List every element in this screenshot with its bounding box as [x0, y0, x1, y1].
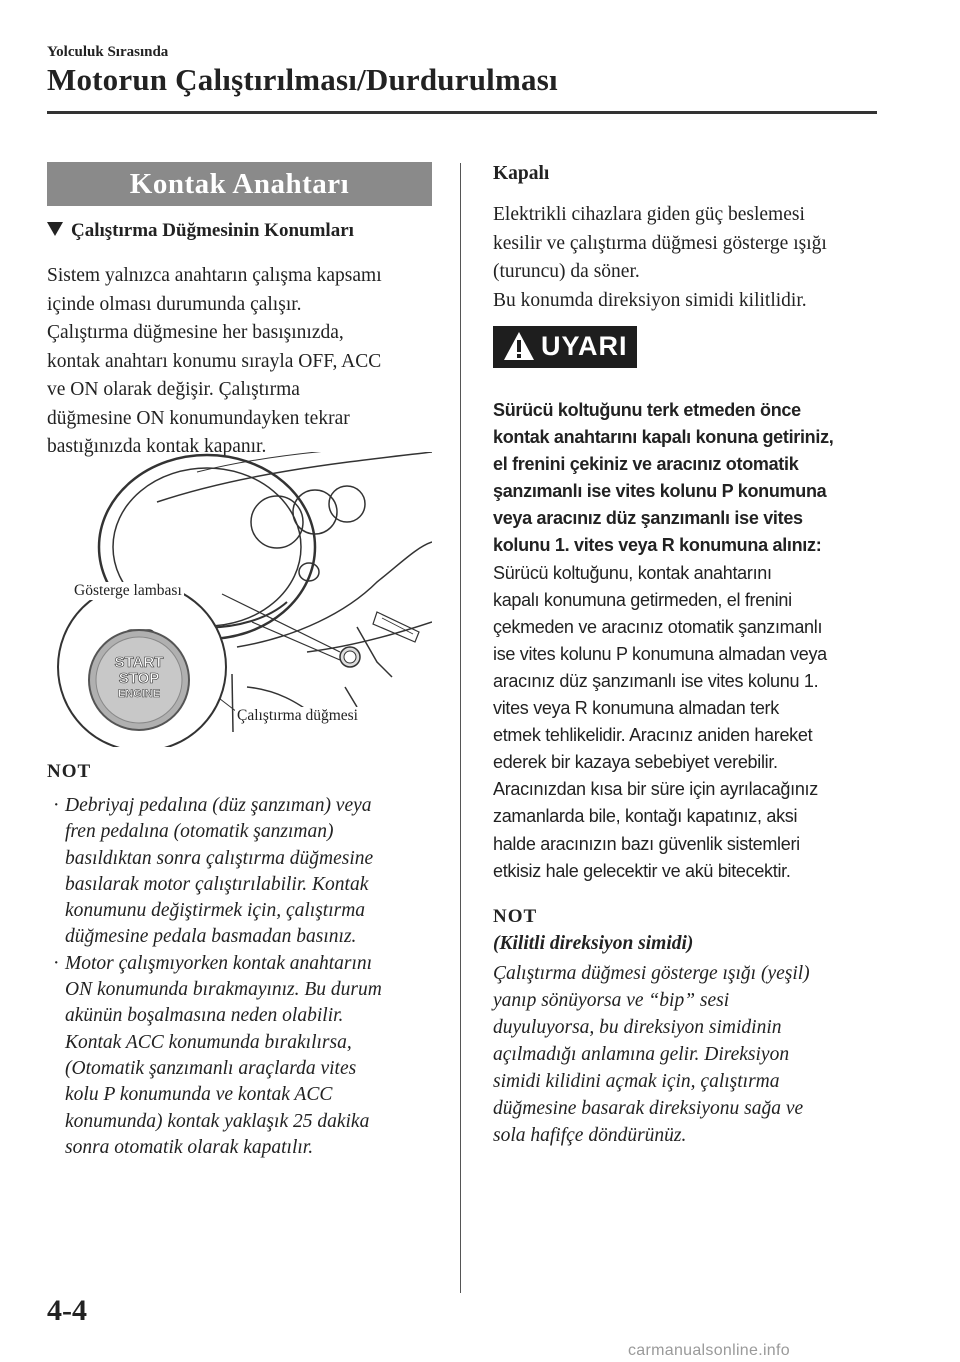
chapter-label: Yolculuk Sırasında	[47, 44, 169, 60]
note-line: sonra otomatik olarak kapatılır.	[65, 1136, 314, 1158]
warning-text	[493, 397, 893, 885]
column-divider	[460, 163, 461, 1293]
title-divider	[47, 111, 877, 114]
warning-badge	[493, 326, 637, 368]
warning-bold-line: veya aracınız düz şanzımanlı ise vites	[493, 508, 803, 529]
subsection-heading	[47, 220, 354, 242]
warning-line: kapalı konumuna getirmeden, el frenini	[493, 589, 792, 610]
warning-line: etkisiz hale gelecektir ve akü bitecektir.	[493, 860, 791, 881]
note-line: basılarak motor çalıştırılabilir. Kontak	[65, 873, 369, 895]
warning-line: ise vites kolunu P konumuna almadan veya	[493, 643, 827, 664]
start-button-label: Çalıştırma düğmesi	[237, 707, 358, 724]
warning-badge-label: UYARI	[541, 331, 628, 361]
note-heading: NOT	[493, 906, 538, 927]
intro-line: kontak anahtarı konumu sırayla OFF, ACC	[47, 350, 382, 372]
list-item	[47, 951, 442, 1161]
triangle-down-icon	[47, 222, 63, 236]
warning-bold-line: Sürücü koltuğunu terk etmeden önce	[493, 400, 801, 420]
note-paragraph	[493, 960, 893, 1149]
note-line: kolu P konumunda ve kontak ACC	[65, 1084, 333, 1106]
note-heading: NOT	[47, 761, 92, 782]
note-subheading: (Kilitli direksiyon simidi)	[493, 933, 694, 954]
note-line: Debriyaj pedalına (düz şanzıman) veya	[65, 795, 372, 816]
section-banner: Kontak Anahtarı	[47, 162, 432, 206]
warning-bold-line: el frenini çekiniz ve aracınız otomatik	[493, 454, 799, 475]
note-line: düğmesine basarak direksiyonu sağa ve	[493, 1098, 804, 1119]
warning-line: zamanlarda bile, kontağı kapatınız, aksi	[493, 806, 798, 827]
kapali-line: kesilir ve çalıştırma düğmesi gösterge ışığı	[493, 232, 827, 254]
kapali-heading: Kapalı	[493, 163, 550, 184]
warning-line: etmek tehlikelidir. Aracınız aniden hareket	[493, 725, 813, 746]
button-text-start: START	[114, 654, 164, 671]
note-line: akünün boşalmasına neden olabilir.	[65, 1005, 344, 1027]
watermark-link[interactable]: carmanualsonline.info	[628, 1342, 790, 1359]
note-line: Motor çalışmıyorken kontak anahtarını	[65, 952, 373, 974]
note-line: duyuluyorsa, bu direksiyon simidinin	[493, 1017, 782, 1038]
note-line: ON konumunda bırakmayınız. Bu durum	[65, 979, 382, 1001]
warning-bold-line: kontak anahtarını kapalı konuna getiriniz,	[493, 427, 834, 448]
button-text-stop: STOP	[118, 670, 160, 687]
warning-line: vites veya R konumuna almadan terk	[493, 698, 779, 719]
bullet-icon: ·	[53, 952, 60, 974]
bullet-icon: ·	[53, 795, 60, 816]
note-line: simidi kilidini açmak için, çalıştırma	[493, 1071, 780, 1092]
kapali-line: Bu konumda direksiyon simidi kilitlidir.	[493, 289, 807, 311]
warning-bold-line: şanzımanlı ise vites kolunu P konumuna	[493, 481, 827, 502]
warning-line: ederek bir kazaya sebebiyet verebilir.	[493, 752, 778, 773]
note-line: konumunu değiştirmek için, çalıştırma	[65, 900, 366, 922]
intro-line: düğmesine ON konumundayken tekrar	[47, 407, 350, 429]
warning-icon	[503, 331, 535, 361]
dashboard-illustration	[47, 452, 432, 747]
intro-line: Çalıştırma düğmesine her basışınızda,	[47, 322, 344, 343]
note-line: yanıp sönüyorsa ve “bip” sesi	[493, 990, 730, 1011]
note-line: sola hafifçe döndürünüz.	[493, 1125, 687, 1146]
note-line: düğmesine pedala basmadan basınız.	[65, 926, 357, 948]
list-item	[47, 793, 442, 951]
warning-line: Sürücü koltuğunu, kontak anahtarını	[493, 562, 772, 583]
note-line: Çalıştırma düğmesi gösterge ışığı (yeşil)	[493, 963, 810, 984]
button-text-engine: ENGINE	[117, 688, 161, 700]
note-line: basıldıktan sonra çalıştırma düğmesine	[65, 847, 374, 869]
note-line: (Otomatik şanzımanlı araçlarda vites	[65, 1057, 357, 1079]
note-line: konumunda) kontak yaklaşık 25 dakika	[65, 1110, 370, 1132]
intro-paragraph	[47, 262, 442, 462]
warning-line: aracınız düz şanzımanlı ise vites kolunu 1.	[493, 670, 819, 691]
note-line: fren pedalına (otomatik şanzıman)	[65, 821, 334, 843]
subsection-heading-text: Çalıştırma Düğmesinin Konumları	[71, 220, 354, 241]
kapali-paragraph	[493, 201, 888, 315]
indicator-lamp-label: Gösterge lambası	[74, 582, 182, 599]
intro-line: bastığınızda kontak kapanır.	[47, 436, 267, 457]
note-line: Kontak ACC konumunda bırakılırsa,	[65, 1031, 352, 1053]
intro-line: ve ON olarak değişir. Çalıştırma	[47, 379, 300, 400]
note-line: açılmadığı anlamına gelir. Direksiyon	[493, 1044, 790, 1065]
intro-line: Sistem yalnızca anahtarın çalışma kapsamı	[47, 265, 382, 286]
warning-line: halde aracınızın bazı güvenlik sistemleri	[493, 833, 800, 854]
warning-bold-line: kolunu 1. vites veya R konumuna alınız:	[493, 535, 822, 556]
page-title: Motorun Çalıştırılması/Durdurulması	[47, 62, 558, 97]
warning-line: çekmeden ve aracınız otomatik şanzımanlı	[493, 616, 823, 637]
warning-line: Aracınızdan kısa bir süre için ayrılacağınız	[493, 779, 818, 800]
kapali-line: Elektrikli cihazlara giden güç beslemesi	[493, 204, 805, 225]
kapali-line: (turuncu) da söner.	[493, 261, 640, 282]
page-number: 4-4	[47, 1294, 87, 1327]
note-list	[47, 793, 442, 1161]
intro-line: içinde olması durumunda çalışır.	[47, 293, 302, 315]
